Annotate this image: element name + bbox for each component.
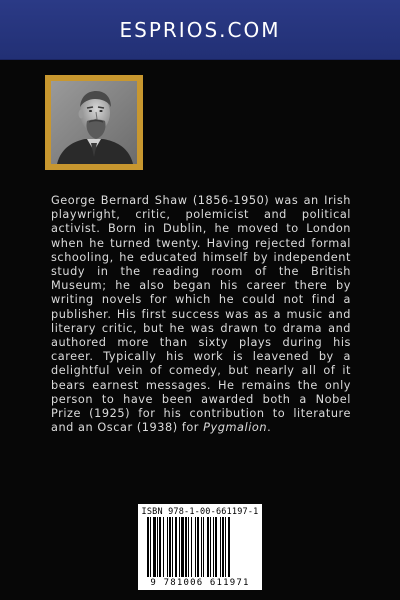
publisher-banner: [0, 0, 400, 60]
barcode-bar: [207, 517, 209, 577]
barcode-bar: [157, 517, 158, 577]
barcode-bar: [147, 517, 149, 577]
barcode-bar: [185, 517, 187, 577]
biography-play-title: Pygmalion: [203, 421, 268, 435]
barcode-bar: [201, 517, 202, 577]
barcode-bar: [228, 517, 230, 577]
barcode-bar: [197, 517, 199, 577]
barcode-bar: [222, 517, 224, 577]
barcode-bar: [159, 517, 161, 577]
barcode-bar: [169, 517, 171, 577]
barcode-bar: [203, 517, 204, 577]
publisher-logo-text: ESPRIOS.COM: [119, 17, 281, 42]
barcode-bar: [215, 517, 217, 577]
barcode-bar: [179, 517, 180, 577]
barcode-digits: 9 781006 611971: [150, 578, 250, 588]
barcode-bar: [153, 517, 156, 577]
biography-text: George Bernard Shaw (1856-1950) was an Irish playwright, critic, polemicist and political activist. Born in Dublin, he moved to London when he turned twenty. Having rejected formal schooling, he educated himself by independent study in the reading room of the British Museum; he also began his career there by writing novels for which he could not find a publisher. His first success was as a music and literary critic, but he was drawn to drama and authored more than sixty plays during his career. Typically his work is leavened by a delightful vein of comedy, but nearly all of it bears earnest messages. He remains the only person to have been awarded both a Nobel Prize (1925) for his contribution to literature and an Oscar (1938) for: [51, 194, 351, 435]
barcode-bar: [150, 517, 151, 577]
barcode-bar: [191, 517, 192, 577]
author-portrait-image: [51, 81, 137, 164]
barcode-bar: [213, 517, 214, 577]
author-portrait-frame: [45, 75, 143, 170]
barcode-bar: [225, 517, 226, 577]
barcode-bar: [210, 517, 211, 577]
barcode-bar: [220, 517, 221, 577]
author-biography: [51, 194, 351, 435]
barcode-bar: [188, 517, 189, 577]
barcode-bar: [195, 517, 196, 577]
barcode-bar: [163, 517, 164, 577]
barcode-bar: [181, 517, 184, 577]
barcode-bars: [147, 517, 253, 577]
barcode-bar: [167, 517, 168, 577]
barcode-bar: [175, 517, 177, 577]
isbn-label: ISBN 978-1-00-661197-1: [141, 507, 259, 517]
isbn-barcode: [138, 504, 262, 590]
barcode-bar: [172, 517, 173, 577]
biography-text-end: .: [267, 421, 272, 435]
